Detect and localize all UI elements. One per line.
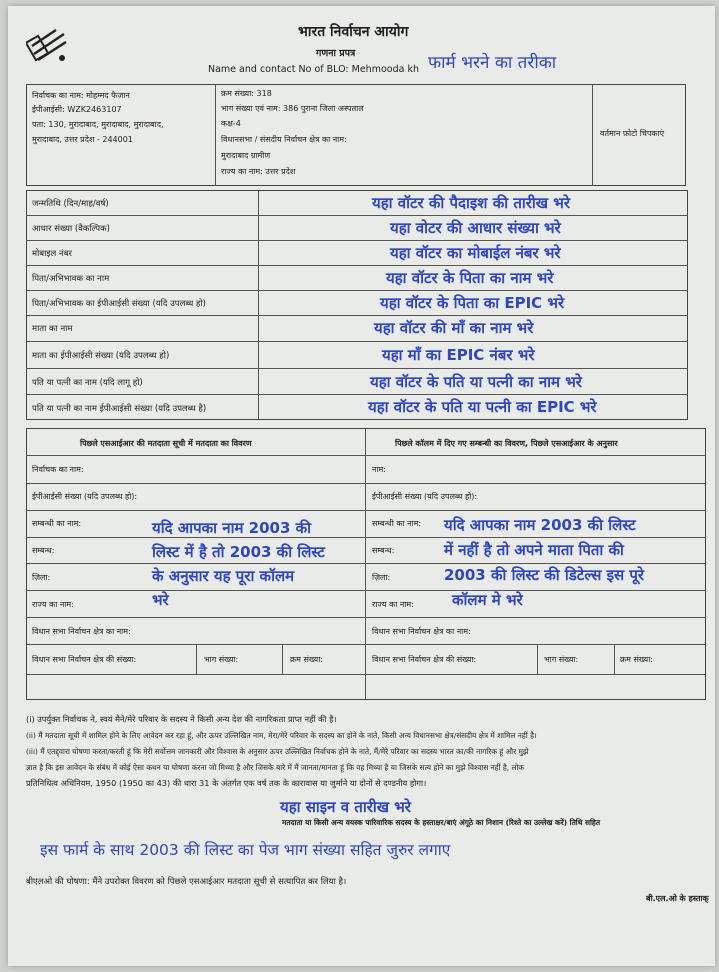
- elector-address: मुरादाबाद, उत्तर प्रदेश - 244001: [32, 135, 133, 144]
- field-label: आधार संख्या (वैकल्पिक): [32, 224, 110, 234]
- declaration-line: प्रतिनिधित्व अधिनियम, 1950 (1950 का 43) की धारा 31 के अंतर्गत एक वर्ष तक के कारावास या जुर्माने या दोनों से दण्डनीय होगा।: [26, 778, 427, 788]
- elector-room: कक्ष-4: [221, 119, 241, 128]
- elector-state: राज्य का नाम: उत्तर प्रदेश: [221, 167, 296, 176]
- left-row-label: विधान सभा निर्वाचन क्षेत्र का नाम:: [32, 627, 131, 636]
- field-hint: यहा वॉटर के पिता का EPIC भरे: [380, 294, 565, 312]
- sign-hint: यहा साइन व तारीख भरे: [280, 798, 411, 816]
- left-row-label: विधान सभा निर्वाचन क्षेत्र की संख्या:: [32, 655, 137, 664]
- left-hint-line: भरे: [152, 591, 169, 609]
- right-row-label: विधान सभा निर्वाचन क्षेत्र की संख्या:: [372, 655, 477, 664]
- row-line: [26, 240, 688, 241]
- field-label: पति या पत्नी का नाम ईपीआईसी संख्या (यदि उपलब्ध है): [32, 404, 207, 414]
- elector-serial: क्रम संख्या: 318: [221, 89, 272, 98]
- declaration-line: (iii) मैं एतद्द्वारा घोषणा करता/करती हूं कि मेरी सर्वोत्तम जानकारी और विश्वास के अनुसार ऊपर उल्लिखित निर्वाचक होने के नाते, मैं/मेरे परिवार का सदस्य भारत का/की नागरिक हूं और मुझे: [26, 747, 529, 756]
- row-line: [26, 455, 706, 456]
- section-right-title: पिछले कॉलम में दिए गए सम्बन्धी का विवरण, पिछले एसआईआर के अनुसार: [395, 439, 618, 448]
- row-line: [26, 341, 688, 342]
- row-line: [26, 617, 706, 618]
- row-line: [26, 368, 688, 369]
- attach-hint: इस फार्म के साथ 2003 की लिस्ट का पेज भाग संख्या सहित जुरुर लगाए: [40, 841, 451, 859]
- row-line: [26, 510, 706, 511]
- left-row-label: निर्वाचक का नाम:: [32, 465, 84, 474]
- row-line: [26, 265, 688, 266]
- elector-epic: ईपीआईसी: WZK2463107: [32, 105, 122, 114]
- field-hint: यहा वॉटर की पैदाइश की तारीख भरे: [372, 194, 570, 212]
- right-row-label: भाग संख्या:: [544, 655, 579, 664]
- row-line: [26, 215, 688, 216]
- row-line: [26, 290, 688, 291]
- elector-part: भाग संख्या एवं नाम: 386 पुराना जिला अस्पताल: [221, 104, 364, 113]
- left-row-label: भाग संख्या:: [204, 655, 239, 664]
- eci-logo-icon: [26, 24, 72, 70]
- left-row-label: सम्बन्धी का नाम:: [32, 519, 82, 528]
- form-subtitle: गणना प्रपत्र: [316, 48, 356, 59]
- right-row-label: ईपीआईसी संख्या (यदि उपलब्ध हो):: [372, 492, 478, 501]
- declaration-line: ज्ञात है कि इस आवेदन के संबंध में कोई ऐसा कथन या घोषणा करना जो मिथ्या है और जिसके बारे में मैं जानता/मानता हूं कि वह मिथ्या है या जिसके सत्य होने का मुझे विश्वास नहीं है, लोक: [26, 763, 525, 772]
- left-hint-line: लिस्ट में है तो 2003 की लिस्ट: [152, 543, 325, 561]
- field-label: मोबाइल नंबर: [32, 249, 73, 259]
- left-hint-line: यदि आपका नाम 2003 की: [152, 519, 312, 537]
- field-label: पति या पत्नी का नाम (यदि लागू हो): [32, 378, 143, 388]
- left-row-label: क्रम संख्या:: [290, 655, 323, 664]
- elector-address: पता: 130, मुरादाबाद, मुरादाबाद, मुरादाबाद,: [32, 120, 164, 129]
- left-row-label: राज्य का नाम:: [32, 600, 74, 609]
- field-hint: यहा वॉटर की माँ का नाम भरे: [374, 319, 534, 337]
- field-hint: यहा माँ का EPIC नंबर भरे: [382, 346, 535, 364]
- row-line: [26, 315, 688, 316]
- row-line: [26, 644, 706, 645]
- blo-declaration: बीएलओ की घोषणा: मैंने उपरोक्त विवरण को पिछले एसआईआर मतदाता सूची से सत्यापित कर लिया है।: [26, 877, 347, 887]
- right-row-label: नाम:: [372, 465, 386, 474]
- left-hint-line: के अनुसार यह पूरा कॉलम: [152, 567, 295, 585]
- field-hint: यहा वोटर की आधार संख्या भरे: [390, 219, 561, 237]
- divider: [365, 428, 366, 700]
- annotation-how-to-fill: फार्म भरने का तरीका: [428, 53, 557, 73]
- row-line: [26, 394, 688, 395]
- field-label: माता का नाम: [32, 324, 73, 334]
- section-left-title: पिछले एसआईआर की मतदाता सूची में मतदाता का विवरण: [80, 439, 252, 448]
- divider: [215, 84, 216, 186]
- left-row-label: सम्बन्ध:: [32, 546, 55, 555]
- elector-constituency: विधानसभा / संसदीय निर्वाचन क्षेत्र का नाम:: [221, 135, 347, 144]
- blo-contact: Name and contact No of BLO: Mehmooda kh: [208, 64, 419, 75]
- right-row-label: राज्य का नाम:: [372, 600, 414, 609]
- signature-label: मतदाता या किसी अन्य वयस्क पारिवारिक सदस्य के हस्ताक्षर/बाएं अंगूठे का निशान (रिश्ते का उल्लेख करें) तिथि सहित: [282, 818, 601, 827]
- photo-label: वर्तमान फ़ोटो चिपकाएं: [600, 129, 665, 138]
- right-row-label: विधान सभा निर्वाचन क्षेत्र का नाम:: [372, 627, 471, 636]
- field-hint: यहा वॉटर के पिता का नाम भरे: [386, 269, 554, 287]
- divider: [258, 190, 259, 420]
- field-label: जन्मतिथि (दिन/माह/वर्ष): [32, 199, 109, 209]
- field-label: माता का ईपीआईसी संख्या (यदि उपलब्ध हो): [32, 351, 170, 361]
- divider: [282, 644, 283, 674]
- divider: [592, 84, 593, 186]
- left-row-label: ईपीआईसी संख्या (यदि उपलब्ध हो):: [32, 492, 138, 501]
- right-row-label: सम्बन्धी का नाम:: [372, 519, 422, 528]
- right-hint-line: यदि आपका नाम 2003 की लिस्ट: [444, 516, 636, 534]
- field-hint: यहा वॉटर के पति या पत्नी का नाम भरे: [370, 373, 582, 391]
- elector-constituency-value: मुरादाबाद ग्रामीण: [221, 151, 271, 160]
- field-label: पिता/अभिभावक का नाम: [32, 274, 110, 284]
- right-hint-line: कॉलम मे भरे: [452, 591, 523, 609]
- divider: [537, 644, 538, 674]
- right-row-label: ज़िला:: [372, 573, 391, 582]
- left-row-label: ज़िला:: [32, 573, 51, 582]
- divider: [614, 644, 615, 674]
- form-title: भारत निर्वाचन आयोग: [298, 24, 409, 40]
- divider: [196, 644, 197, 674]
- right-hint-line: 2003 की लिस्ट की डिटेल्स इस पूरे: [444, 566, 645, 584]
- row-line: [26, 483, 706, 484]
- row-line: [26, 674, 706, 675]
- right-row-label: सम्बन्ध:: [372, 546, 395, 555]
- elector-name: निर्वाचक का नाम: मोहम्मद फैजान: [32, 91, 130, 100]
- row-line: [26, 590, 706, 591]
- declaration-line: (i) उपर्युक्त निर्वाचक ने, स्वयं मैने/मेरे परिवार के सदस्य ने किसी अन्य देश की नागरिकता प्राप्त नहीं की है।: [26, 714, 337, 724]
- field-hint: यहा वॉटर के पति या पत्नी का EPIC भरे: [368, 398, 597, 416]
- field-hint: यहा वॉटर का मोबाईल नंबर भरे: [390, 244, 561, 262]
- right-row-label: क्रम संख्या:: [620, 655, 653, 664]
- declaration-line: (ii) मैं मतदाता सूची में शामिल होने के लिए आवेदन कर रहा हूं, और ऊपर उल्लिखित नाम, मेरा/मेरे परिवार के सदस्य का होने के नाते, किसी अन्य विधानसभा क्षेत्र/संसदीय क्षेत्र में शामिल नहीं है।: [26, 731, 537, 740]
- field-label: पिता/अभिभावक का ईपीआईसी संख्या (यदि उपलब्ध हो): [32, 299, 206, 309]
- row-line: [26, 537, 706, 538]
- right-hint-line: में नहीं है तो अपने माता पिता की: [444, 541, 624, 559]
- blo-signature: बी.एल.ओ के हस्ताक्: [646, 894, 709, 903]
- row-line: [26, 563, 706, 564]
